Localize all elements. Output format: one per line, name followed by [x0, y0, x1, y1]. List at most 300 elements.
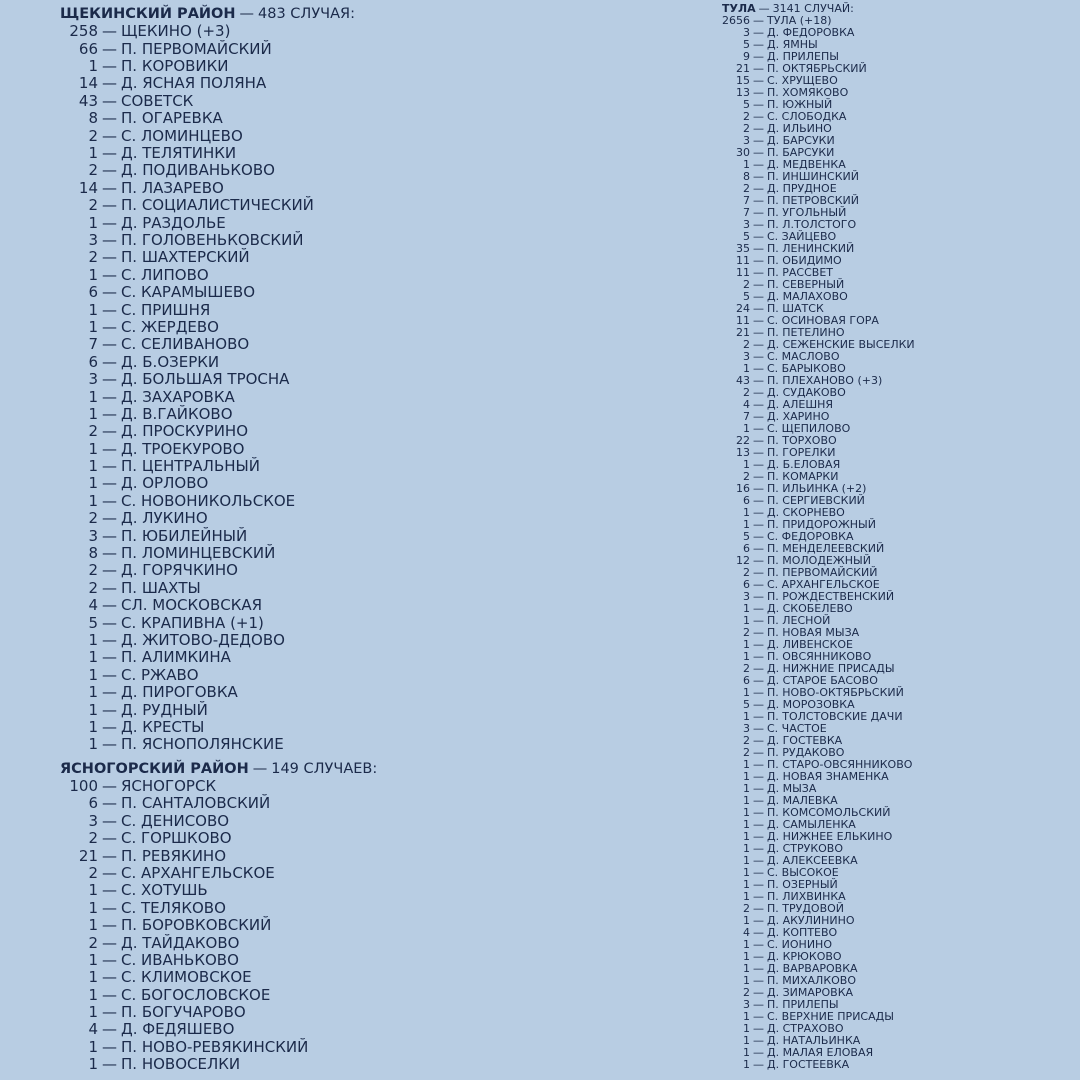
dash-separator: — — [753, 602, 764, 615]
locality-name: П. ШАТСК — [767, 302, 824, 315]
dash-separator: — — [753, 482, 764, 495]
locality-name: С. ХРУЩЕВО — [767, 74, 838, 87]
locality-name: П. ОБИДИМО — [767, 254, 842, 267]
case-count: 1 — [743, 158, 750, 171]
shchekino-list-item — [60, 545, 580, 562]
dash-separator: — — [753, 770, 764, 783]
case-count: 1 — [743, 914, 750, 927]
dash-separator: — — [753, 1034, 764, 1047]
dash-separator: — — [753, 98, 764, 111]
case-count: 258 — [69, 22, 98, 41]
dash-separator: — — [753, 338, 764, 351]
dash-separator: — — [753, 374, 764, 387]
case-count: 1 — [743, 794, 750, 807]
dash-separator: — — [753, 470, 764, 483]
dash-separator: — — [102, 916, 117, 935]
dash-separator: — — [753, 266, 764, 279]
case-count: 21 — [736, 62, 750, 75]
dash-separator: — — [753, 518, 764, 531]
yasnogorsk-list-item — [60, 969, 580, 986]
shchekino-list-item — [60, 41, 580, 58]
case-count: 4 — [743, 926, 750, 939]
dash-separator: — — [753, 446, 764, 459]
locality-name: П. ОГАРЕВКА — [121, 109, 223, 128]
shchekino-list-item — [60, 75, 580, 92]
locality-name: ТУЛА (+18) — [767, 14, 832, 27]
dash-separator: — — [753, 758, 764, 771]
locality-name: П. АЛИМКИНА — [121, 648, 231, 667]
locality-name: П. ПЛЕХАНОВО (+3) — [767, 374, 883, 387]
shchekino-list-item — [60, 319, 580, 336]
locality-name: П. ПЕТРОВСКИЙ — [767, 194, 859, 207]
dash-separator: — — [102, 370, 117, 389]
shchekino-list-item — [60, 284, 580, 301]
dash-separator: — — [102, 230, 117, 249]
locality-name: С. АРХАНГЕЛЬСКОЕ — [121, 863, 275, 882]
locality-name: П. ЯСНОПОЛЯНСКИЕ — [121, 735, 284, 754]
dash-separator: — — [102, 1003, 117, 1022]
locality-name: Д. БОЛЬШАЯ ТРОСНА — [121, 370, 290, 389]
locality-name: Д. ГОСТЕЕВКА — [767, 1058, 850, 1071]
case-count: 1 — [743, 1058, 750, 1071]
yasnogorsk-list — [60, 778, 580, 1074]
locality-name: С. ДЕНИСОВО — [121, 811, 230, 830]
case-count: 14 — [78, 178, 98, 197]
case-count: 1 — [88, 700, 98, 719]
dash-separator: — — [102, 596, 117, 615]
dash-separator: — — [102, 491, 117, 510]
shchekino-list-item — [60, 597, 580, 614]
yasnogorsk-summary: 149 СЛУЧАЕВ: — [271, 760, 378, 777]
case-count: 12 — [736, 554, 750, 567]
locality-name: С. АРХАНГЕЛЬСКОЕ — [767, 578, 880, 591]
locality-name: П. СТАРО-ОВСЯННИКОВО — [767, 758, 913, 771]
dash-separator: — — [753, 794, 764, 807]
dash-separator: — — [753, 854, 764, 867]
right-column — [722, 0, 1072, 1071]
yasnogorsk-list-item — [60, 813, 580, 830]
case-count: 3 — [743, 590, 750, 603]
shchekino-list-item — [60, 493, 580, 510]
case-count: 30 — [736, 146, 750, 159]
case-count: 2 — [743, 566, 750, 579]
case-count: 1 — [88, 985, 98, 1004]
yasnogorsk-list-item — [60, 952, 580, 969]
case-count: 1 — [743, 638, 750, 651]
case-count: 2656 — [722, 14, 750, 27]
case-count: 14 — [78, 74, 98, 93]
locality-name: Д. ЗИМАРОВКА — [767, 986, 854, 999]
case-count: 7 — [743, 410, 750, 423]
dash-separator: — — [753, 842, 764, 855]
case-count: 2 — [743, 338, 750, 351]
dash-separator: — — [753, 902, 764, 915]
case-count: 4 — [88, 1020, 98, 1039]
locality-name: ЯСНОГОРСК — [121, 777, 217, 795]
locality-name: Д. СУДАКОВО — [767, 386, 846, 399]
locality-name: Д. ХАРИНО — [767, 410, 830, 423]
case-count: 43 — [78, 91, 98, 110]
locality-name: ЩЕКИНО (+3) — [121, 22, 231, 41]
locality-name: Д. ТРОЕКУРОВО — [121, 439, 245, 458]
case-count: 5 — [743, 230, 750, 243]
case-count: 6 — [743, 674, 750, 687]
case-count: 2 — [88, 422, 98, 441]
locality-name: Д. СТРУКОВО — [767, 842, 843, 855]
dash-separator: — — [753, 422, 764, 435]
case-count: 2 — [743, 662, 750, 675]
shchekino-list-item — [60, 632, 580, 649]
dash-separator: — — [753, 350, 764, 363]
locality-name: С. БАРЫКОВО — [767, 362, 846, 375]
locality-name: С. ЛИПОВО — [121, 265, 209, 284]
yasnogorsk-title: ЯСНОГОРСКИЙ РАЙОН — [60, 760, 249, 777]
dash-separator: — — [753, 650, 764, 663]
case-count: 1 — [743, 782, 750, 795]
shchekino-list-item — [60, 162, 580, 179]
dash-separator: — — [753, 686, 764, 699]
case-count: 6 — [743, 578, 750, 591]
locality-name: С. БОГОСЛОВСКОЕ — [121, 985, 271, 1004]
case-count: 5 — [743, 290, 750, 303]
yasnogorsk-list-item — [60, 778, 580, 795]
shchekino-summary: 483 СЛУЧАЯ: — [258, 6, 355, 22]
locality-name: С. ТЕЛЯКОВО — [121, 898, 226, 917]
dash-separator: — — [102, 422, 117, 441]
dash-separator: — — [753, 242, 764, 255]
locality-name: П. НОВАЯ МЫЗА — [767, 626, 860, 639]
locality-name: С. СЕЛИВАНОВО — [121, 335, 250, 354]
case-count: 1 — [743, 1022, 750, 1035]
locality-name: П. ОЗЕРНЫЙ — [767, 878, 838, 891]
dash-separator: — — [753, 674, 764, 687]
locality-name: П. МОЛОДЕЖНЫЙ — [767, 554, 871, 567]
dash-separator: — — [753, 398, 764, 411]
dash-separator: — — [102, 161, 117, 180]
yasnogorsk-list-item — [60, 917, 580, 934]
case-count: 21 — [736, 326, 750, 339]
case-count: 1 — [743, 770, 750, 783]
dash-separator: — — [753, 962, 764, 975]
locality-name: П. ИНШИНСКИЙ — [767, 170, 859, 183]
dash-separator: — — [753, 170, 764, 183]
shchekino-list-item — [60, 736, 580, 753]
dash-separator: — — [102, 265, 117, 284]
case-count: 1 — [743, 1046, 750, 1059]
locality-name: СОВЕТСК — [121, 91, 194, 110]
case-count: 1 — [743, 758, 750, 771]
dash-separator: — — [753, 614, 764, 627]
locality-name: П. УГОЛЬНЫЙ — [767, 206, 847, 219]
locality-name: Д. НИЖНИЕ ПРИСАДЫ — [767, 662, 895, 675]
case-count: 1 — [88, 144, 98, 163]
shchekino-list-item — [60, 58, 580, 75]
locality-name: Д. СКОРНЕВО — [767, 506, 845, 519]
dash-separator: — — [753, 710, 764, 723]
dash-separator: — — [753, 302, 764, 315]
dash-separator: — — [753, 662, 764, 675]
dash-separator: — — [102, 829, 117, 848]
case-count: 2 — [743, 986, 750, 999]
locality-name: Д. МЕДВЕНКА — [767, 158, 846, 171]
shchekino-list-item — [60, 580, 580, 597]
shchekino-list-item — [60, 615, 580, 632]
locality-name: П. МЕНДЕЛЕЕВСКИЙ — [767, 542, 885, 555]
case-count: 11 — [736, 314, 750, 327]
yasnogorsk-list-item — [60, 848, 580, 865]
locality-name: П. РЕВЯКИНО — [121, 846, 227, 865]
dash-separator: — — [102, 881, 117, 900]
case-count: 1 — [88, 213, 98, 232]
shchekino-list-item — [60, 128, 580, 145]
dash-separator: — — [102, 700, 117, 719]
tula-list-item — [722, 1059, 1072, 1071]
case-count: 2 — [743, 470, 750, 483]
case-count: 1 — [88, 665, 98, 684]
locality-name: П. ЮЖНЫЙ — [767, 98, 833, 111]
locality-name: П. СОЦИАЛИСТИЧЕСКИЙ — [121, 196, 314, 215]
locality-name: П. ПЕТЕЛИНО — [767, 326, 845, 339]
case-count: 1 — [743, 878, 750, 891]
shchekino-list-item — [60, 702, 580, 719]
shchekino-list-item — [60, 649, 580, 666]
locality-name: П. ХОМЯКОВО — [767, 86, 849, 99]
tula-summary: 3141 СЛУЧАЙ: — [772, 2, 854, 15]
case-count: 5 — [743, 530, 750, 543]
locality-name: Д. КОПТЕВО — [767, 926, 838, 939]
dash-separator: — — [753, 326, 764, 339]
locality-name: Д. ОРЛОВО — [121, 474, 209, 493]
dash-separator: — — [753, 1046, 764, 1059]
locality-name: П. КОМАРКИ — [767, 470, 839, 483]
dash-separator: — — [102, 126, 117, 145]
dash-separator: — — [102, 985, 117, 1004]
case-count: 1 — [743, 650, 750, 663]
case-count: 2 — [88, 196, 98, 215]
dash-separator: — — [102, 457, 117, 476]
case-count: 1 — [743, 614, 750, 627]
dash-separator: — — [753, 746, 764, 759]
shchekino-list-item — [60, 23, 580, 40]
dash-separator: — — [102, 630, 117, 649]
dash-separator: — — [753, 194, 764, 207]
yasnogorsk-heading: ЯСНОГОРСКИЙ РАЙОН — 149 СЛУЧАЕВ: — [60, 760, 378, 777]
shchekino-list-item — [60, 684, 580, 701]
case-count: 1 — [743, 818, 750, 831]
case-count: 1 — [743, 506, 750, 519]
locality-name: С. НОВОНИКОЛЬСКОЕ — [121, 491, 296, 510]
dash-separator: — — [753, 278, 764, 291]
tula-heading: ТУЛА — 3141 СЛУЧАЙ: — [722, 2, 854, 15]
dash-separator: — — [753, 458, 764, 471]
locality-name: П. КОМСОМОЛЬСКИЙ — [767, 806, 891, 819]
locality-name: П. ОВСЯННИКОВО — [767, 650, 872, 663]
shchekino-list-item — [60, 336, 580, 353]
locality-name: Д. РУДНЫЙ — [121, 700, 208, 719]
locality-name: П. КОРОВИКИ — [121, 57, 229, 76]
locality-name: П. БОРОВКОВСКИЙ — [121, 916, 272, 935]
case-count: 1 — [88, 265, 98, 284]
case-count: 1 — [88, 1003, 98, 1022]
dash-separator: — — [102, 526, 117, 545]
locality-name: П. ЛАЗАРЕВО — [121, 178, 224, 197]
dash-separator: — — [753, 182, 764, 195]
shchekino-list-item — [60, 667, 580, 684]
locality-name: Д. ЯМНЫ — [767, 38, 818, 51]
locality-name: П. РУДАКОВО — [767, 746, 845, 759]
dash-separator: — — [102, 898, 117, 917]
dash-separator: — — [102, 735, 117, 754]
shchekino-list-item — [60, 249, 580, 266]
locality-name: Д. ТЕЛЯТИНКИ — [121, 144, 237, 163]
shchekino-list-item — [60, 232, 580, 249]
dash-separator: — — [102, 109, 117, 128]
case-count: 8 — [88, 544, 98, 563]
dash-separator: — — [753, 62, 764, 75]
dash-separator: — — [753, 362, 764, 375]
yasnogorsk-list-item — [60, 1004, 580, 1021]
case-count: 2 — [743, 278, 750, 291]
case-count: 1 — [88, 968, 98, 987]
case-count: 3 — [88, 811, 98, 830]
dash-separator: — — [753, 74, 764, 87]
case-count: 43 — [736, 374, 750, 387]
dash-separator: — — [753, 26, 764, 39]
dash-separator: — — [753, 530, 764, 543]
case-count: 3 — [88, 526, 98, 545]
dash-separator: — — [102, 648, 117, 667]
dash-separator: — — [753, 494, 764, 507]
case-count: 1 — [743, 710, 750, 723]
dash-separator: — — [102, 578, 117, 597]
dash-separator: — — [102, 683, 117, 702]
dash-separator: — — [753, 218, 764, 231]
case-count: 2 — [88, 161, 98, 180]
shchekino-list-item — [60, 302, 580, 319]
case-count: 7 — [743, 194, 750, 207]
locality-name: Д. ГОСТЕВКА — [767, 734, 843, 747]
shchekino-list-item — [60, 215, 580, 232]
case-count: 2 — [88, 578, 98, 597]
yasnogorsk-list-item — [60, 1039, 580, 1056]
dash-separator: — — [753, 110, 764, 123]
case-count: 1 — [743, 422, 750, 435]
dash-separator: — — [102, 300, 117, 319]
case-count: 2 — [88, 561, 98, 580]
dash-separator: — — [753, 998, 764, 1011]
locality-name: Д. СТАРОЕ БАСОВО — [767, 674, 878, 687]
yasnogorsk-list-item — [60, 935, 580, 952]
locality-name: Д. КРЕСТЫ — [121, 717, 205, 736]
locality-name: Д. ЗАХАРОВКА — [121, 387, 235, 406]
locality-name: П. ТОЛСТОВСКИЕ ДАЧИ — [767, 710, 903, 723]
dash-separator: — — [102, 144, 117, 163]
case-count: 1 — [88, 648, 98, 667]
dash-separator: — — [753, 554, 764, 567]
dash-separator: — — [753, 950, 764, 963]
case-count: 2 — [743, 386, 750, 399]
shchekino-list-item — [60, 475, 580, 492]
locality-name: П. Л.ТОЛСТОГО — [767, 218, 857, 231]
locality-name: Д. НИЖНЕЕ ЕЛЬКИНО — [767, 830, 893, 843]
locality-name: Д. ФЕДЯШЕВО — [121, 1020, 235, 1039]
case-count: 2 — [743, 626, 750, 639]
yasnogorsk-list-item — [60, 1021, 580, 1038]
locality-name: П. ПЕРВОМАЙСКИЙ — [767, 566, 878, 579]
case-count: 2 — [743, 122, 750, 135]
case-count: 2 — [88, 829, 98, 848]
case-count: 11 — [736, 266, 750, 279]
yasnogorsk-list-item — [60, 987, 580, 1004]
case-count: 16 — [736, 482, 750, 495]
locality-name: С. ИВАНЬКОВО — [121, 950, 239, 969]
locality-name: П. ЛИХВИНКА — [767, 890, 846, 903]
dash-separator: — — [102, 1055, 117, 1074]
locality-name: Д. ЖИТОВО-ДЕДОВО — [121, 630, 285, 649]
yasnogorsk-list-item — [60, 830, 580, 847]
case-count: 1 — [743, 1010, 750, 1023]
shchekino-list-item — [60, 441, 580, 458]
dash-separator: — — [753, 434, 764, 447]
case-count: 9 — [743, 50, 750, 63]
locality-name: С. КАРАМЫШЕВО — [121, 283, 256, 302]
dash-separator: — — [102, 248, 117, 267]
dash-separator: — — [753, 410, 764, 423]
case-count: 8 — [88, 109, 98, 128]
dash-separator: — — [102, 22, 117, 41]
locality-name: С. ХОТУШЬ — [121, 881, 208, 900]
left-column — [60, 0, 580, 1074]
dash-separator: — — [753, 926, 764, 939]
shchekino-title: ЩЕКИНСКИЙ РАЙОН — [60, 6, 236, 22]
dash-separator: — — [102, 863, 117, 882]
locality-name: С. РЖАВО — [121, 665, 199, 684]
case-count: 3 — [743, 26, 750, 39]
locality-name: С. СЛОБОДКА — [767, 110, 847, 123]
case-count: 1 — [88, 1037, 98, 1056]
dash-separator: — — [102, 352, 117, 371]
locality-name: П. ШАХТЫ — [121, 578, 201, 597]
dash-separator: — — [102, 561, 117, 580]
shchekino-list-item — [60, 719, 580, 736]
dash-separator: — — [753, 938, 764, 951]
yasnogorsk-list-item — [60, 900, 580, 917]
dash-separator: — — [753, 734, 764, 747]
locality-name: Д. РАЗДОЛЬЕ — [121, 213, 226, 232]
case-count: 1 — [743, 854, 750, 867]
case-count: 1 — [88, 881, 98, 900]
locality-name: П. МИХАЛКОВО — [767, 974, 856, 987]
case-count: 1 — [88, 317, 98, 336]
locality-name: Д. ПРУДНОЕ — [767, 182, 837, 195]
locality-name: Д. ЯСНАЯ ПОЛЯНА — [121, 74, 267, 93]
locality-name: С. ЗАЙЦЕВО — [767, 230, 837, 243]
locality-name: П. СЕВЕРНЫЙ — [767, 278, 845, 291]
case-count: 1 — [88, 474, 98, 493]
dash-separator: — — [753, 698, 764, 711]
case-count: 7 — [88, 335, 98, 354]
dash-separator: — — [102, 387, 117, 406]
dash-separator: — — [753, 506, 764, 519]
locality-name: П. ОКТЯБРЬСКИЙ — [767, 62, 867, 75]
dash-separator: — — [102, 196, 117, 215]
case-count: 1 — [743, 518, 750, 531]
case-count: 2 — [743, 746, 750, 759]
case-count: 1 — [88, 898, 98, 917]
locality-name: П. ЦЕНТРАЛЬНЫЙ — [121, 457, 260, 476]
case-count: 1 — [743, 806, 750, 819]
shchekino-list-item — [60, 197, 580, 214]
